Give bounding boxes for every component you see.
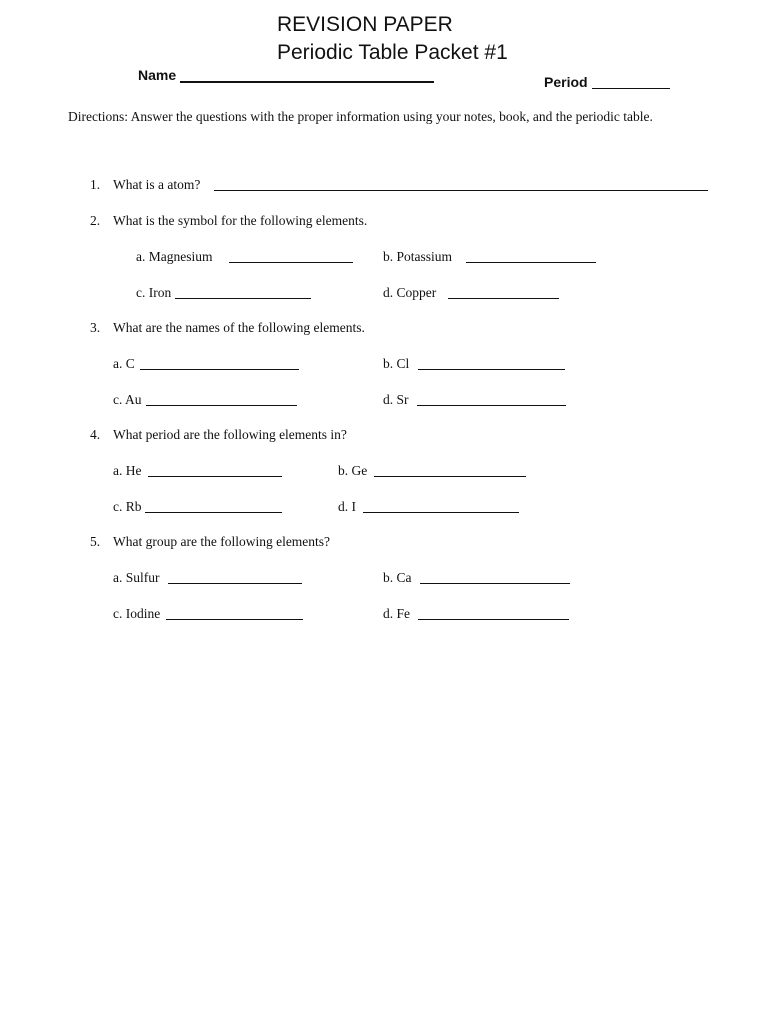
answer-blank[interactable] bbox=[175, 298, 311, 299]
item-label: c. Au bbox=[113, 392, 142, 407]
answer-blank[interactable] bbox=[466, 262, 596, 263]
question-number: 3. bbox=[90, 320, 101, 335]
page-subtitle: Periodic Table Packet #1 bbox=[277, 41, 508, 64]
question-text: What group are the following elements? bbox=[113, 534, 331, 549]
item-label: a. He bbox=[113, 463, 142, 478]
answer-blank[interactable] bbox=[229, 262, 353, 263]
question-text: What are the names of the following elements. bbox=[113, 320, 365, 335]
item-label: d. Fe bbox=[383, 606, 410, 621]
item-label: a. C bbox=[113, 356, 135, 371]
item-label: b. Ca bbox=[383, 570, 412, 585]
answer-blank[interactable] bbox=[148, 476, 282, 477]
answer-blank[interactable] bbox=[418, 369, 565, 370]
question-text: What period are the following elements in? bbox=[113, 427, 347, 442]
question-text: What is the symbol for the following elements. bbox=[113, 213, 368, 228]
question-number: 1. bbox=[90, 177, 101, 192]
period-blank[interactable] bbox=[592, 88, 670, 89]
answer-blank[interactable] bbox=[418, 619, 569, 620]
question-text: What is a atom? bbox=[113, 177, 201, 192]
answer-blank[interactable] bbox=[448, 298, 559, 299]
item-label: c. Iron bbox=[136, 285, 172, 300]
page-title: REVISION PAPER bbox=[277, 13, 453, 36]
question-number: 5. bbox=[90, 534, 101, 549]
answer-blank[interactable] bbox=[146, 405, 297, 406]
answer-blank[interactable] bbox=[363, 512, 519, 513]
item-label: b. Ge bbox=[338, 463, 368, 478]
item-label: d. Sr bbox=[383, 392, 409, 407]
answer-blank[interactable] bbox=[166, 619, 303, 620]
item-label: b. Cl bbox=[383, 356, 410, 371]
answer-blank[interactable] bbox=[374, 476, 526, 477]
item-label: c. Rb bbox=[113, 499, 142, 514]
answer-blank[interactable] bbox=[140, 369, 299, 370]
name-blank[interactable] bbox=[180, 81, 434, 83]
item-label: b. Potassium bbox=[383, 249, 453, 264]
question-number: 4. bbox=[90, 427, 101, 442]
answer-blank[interactable] bbox=[417, 405, 566, 406]
item-label: d. I bbox=[338, 499, 356, 514]
item-label: d. Copper bbox=[383, 285, 437, 300]
answer-blank[interactable] bbox=[214, 190, 708, 191]
name-label: Name bbox=[138, 67, 177, 83]
period-label: Period bbox=[544, 74, 588, 90]
item-label: a. Magnesium bbox=[136, 249, 213, 264]
question-number: 2. bbox=[90, 213, 101, 228]
item-label: c. Iodine bbox=[113, 606, 161, 621]
directions-text: Directions: Answer the questions with the proper information using your notes, book, and the periodic table. bbox=[68, 109, 653, 124]
item-label: a. Sulfur bbox=[113, 570, 160, 585]
answer-blank[interactable] bbox=[420, 583, 570, 584]
answer-blank[interactable] bbox=[168, 583, 302, 584]
answer-blank[interactable] bbox=[145, 512, 282, 513]
